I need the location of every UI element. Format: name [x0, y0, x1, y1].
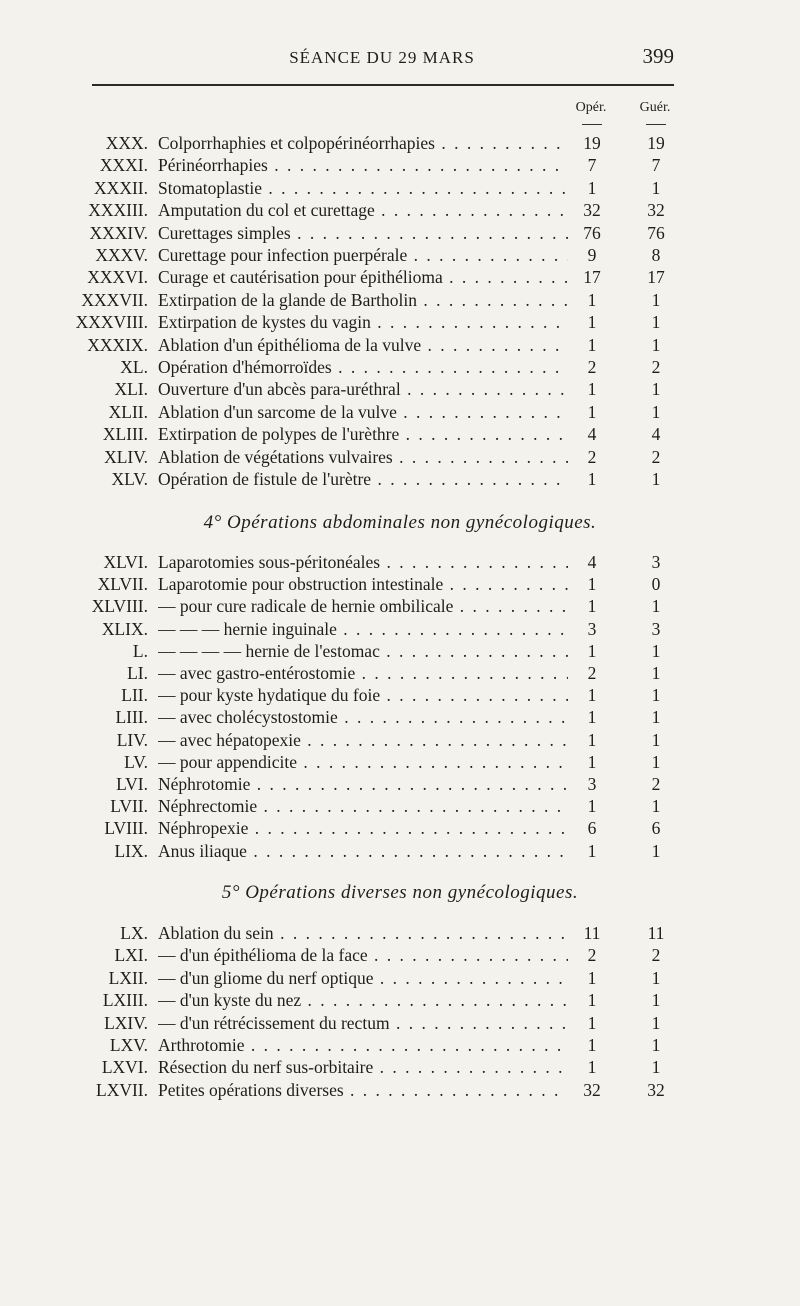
row-number: XXXVIII. — [75, 312, 148, 333]
row-label: Opération de fistule de l'urètre . . . — [158, 468, 568, 490]
row-label: — d'un gliome du nerf optique . . . — [158, 967, 568, 989]
row-number: XLIV. — [104, 446, 148, 467]
healed-count: 1 — [651, 379, 661, 400]
row-label: — d'un kyste du nez . . . — [158, 989, 568, 1011]
table-row — [0, 684, 800, 706]
operations-count: 3 — [587, 774, 597, 794]
row-number: XXXVI. — [87, 267, 148, 288]
table-row — [0, 244, 800, 266]
operations-count: 4 — [587, 424, 597, 445]
row-label: — pour kyste hydatique du foie . . . — [158, 684, 568, 706]
healed-count: 19 — [647, 133, 665, 153]
row-label: Néphropexie . . . — [158, 817, 568, 839]
table-row — [0, 773, 800, 795]
table-row — [0, 729, 800, 751]
healed-count: 1 — [651, 729, 661, 750]
operations-count: 1 — [587, 1012, 597, 1033]
row-label: — — — hernie inguinale . . . — [158, 618, 568, 640]
healed-count: 1 — [651, 1012, 661, 1033]
row-number: LI. — [127, 663, 148, 683]
operations-count: 32 — [583, 1079, 601, 1100]
row-label: Anus iliaque . . . — [158, 840, 568, 862]
row-number: LIII. — [115, 707, 148, 728]
row-label: Ablation du sein . . . — [158, 922, 568, 944]
row-number: XLIX. — [101, 618, 148, 639]
table-row — [0, 1056, 800, 1078]
table-row — [0, 618, 800, 640]
row-label: Extirpation de kystes du vagin . . . — [158, 311, 568, 333]
operations-count: 32 — [583, 200, 601, 221]
row-label: — d'un rétrécissement du rectum . . . — [158, 1012, 568, 1034]
operations-count: 1 — [587, 574, 597, 595]
row-label: — pour cure radicale de hernie ombilicale . . . — [158, 595, 568, 617]
row-number: XXXVII. — [81, 289, 148, 310]
row-label: Néphrectomie . . . — [158, 795, 568, 817]
operations-count: 1 — [587, 751, 597, 772]
healed-count: 0 — [651, 574, 661, 595]
row-label: Arthrotomie . . . — [158, 1034, 568, 1056]
operations-count: 1 — [587, 379, 597, 400]
operations-count: 1 — [587, 707, 597, 728]
row-number: LXIII. — [102, 990, 148, 1011]
healed-count: 2 — [651, 945, 661, 966]
healed-count: 3 — [651, 552, 661, 572]
operations-count: 1 — [587, 334, 597, 355]
row-label: — d'un épithélioma de la face . . . — [158, 944, 568, 966]
operations-count: 1 — [587, 312, 597, 333]
healed-count: 11 — [647, 923, 665, 943]
table-row — [0, 266, 800, 288]
row-label: Petites opérations diverses . . . — [158, 1079, 568, 1101]
operations-count: 1 — [587, 177, 597, 198]
table-row — [0, 1034, 800, 1056]
row-label: Néphrotomie . . . — [158, 773, 568, 795]
row-label: Périnéorrhapies . . . — [158, 154, 568, 176]
healed-count: 7 — [651, 155, 661, 176]
row-label: Extirpation de la glande de Bartholin . . . — [158, 289, 568, 311]
row-number: LII. — [121, 685, 148, 706]
healed-count: 1 — [651, 401, 661, 422]
row-number: LV. — [124, 751, 148, 772]
healed-count: 1 — [651, 596, 661, 617]
operations-count: 4 — [587, 552, 597, 572]
healed-count: 76 — [647, 222, 665, 243]
row-number: LXVII. — [96, 1079, 148, 1100]
table-row — [0, 1012, 800, 1034]
table-row — [0, 468, 800, 490]
row-number: XLIII. — [102, 424, 148, 445]
column-rule-operations — [582, 124, 602, 125]
healed-count: 1 — [651, 177, 661, 198]
operations-count: 6 — [587, 818, 597, 839]
operations-count: 1 — [587, 990, 597, 1011]
column-rule-healed — [646, 124, 666, 125]
row-label: Opération d'hémorroïdes . . . — [158, 356, 568, 378]
row-number: XXXIV. — [89, 222, 148, 243]
section-heading-diverse: 5° Opérations diverses non gynécologiques. — [221, 882, 579, 903]
row-number: XLV. — [111, 469, 148, 489]
row-label: Ablation d'un épithélioma de la vulve . . . — [158, 334, 568, 356]
header-rule — [92, 84, 674, 86]
operations-count: 2 — [587, 357, 597, 377]
row-number: XXXIII. — [88, 200, 148, 221]
table-row — [0, 551, 800, 573]
row-label: — avec cholécystostomie . . . — [158, 706, 568, 728]
healed-count: 6 — [651, 818, 661, 839]
row-number: LXV. — [109, 1035, 148, 1055]
table-row — [0, 423, 800, 445]
operations-count: 9 — [587, 245, 597, 265]
table-row — [0, 840, 800, 862]
row-number: LXI. — [114, 945, 148, 966]
table-row — [0, 922, 800, 944]
table-row — [0, 1079, 800, 1101]
table-row — [0, 751, 800, 773]
page-header — [90, 44, 674, 74]
row-label: Amputation du col et curettage . . . — [158, 199, 568, 221]
table-row — [0, 334, 800, 356]
row-label: — avec gastro-entérostomie . . . — [158, 662, 568, 684]
table-row — [0, 944, 800, 966]
healed-count: 17 — [647, 267, 665, 288]
row-number: XLI. — [114, 379, 148, 400]
healed-count: 1 — [651, 640, 661, 661]
operations-count: 19 — [583, 133, 601, 153]
table-row — [0, 967, 800, 989]
row-number: LVII. — [110, 796, 148, 817]
operations-count: 1 — [587, 840, 597, 861]
healed-count: 1 — [651, 796, 661, 817]
operations-count: 1 — [587, 967, 597, 988]
table-row — [0, 222, 800, 244]
row-number: XXX. — [105, 133, 148, 153]
operations-count: 1 — [587, 596, 597, 617]
healed-count: 2 — [651, 357, 661, 377]
table-row — [0, 446, 800, 468]
healed-count: 8 — [651, 245, 661, 265]
table-row — [0, 311, 800, 333]
table-row — [0, 573, 800, 595]
row-label: Curage et cautérisation pour épithélioma . . . — [158, 266, 568, 288]
operations-count: 11 — [583, 923, 601, 943]
row-number: LXVI. — [101, 1057, 148, 1078]
healed-count: 1 — [651, 685, 661, 706]
row-label: — pour appendicite . . . — [158, 751, 568, 773]
row-label: Ouverture d'un abcès para-uréthral . . . — [158, 378, 568, 400]
row-number: XXXIX. — [87, 334, 148, 355]
table-row — [0, 401, 800, 423]
healed-count: 1 — [651, 1057, 661, 1078]
row-label: Curettages simples . . . — [158, 222, 568, 244]
running-title: SÉANCE DU 29 MARS — [289, 48, 475, 67]
table-row — [0, 132, 800, 154]
table-row — [0, 289, 800, 311]
operations-count: 1 — [587, 1057, 597, 1078]
operations-count: 7 — [587, 155, 597, 176]
table-row — [0, 640, 800, 662]
row-number: XLVIII. — [91, 596, 148, 617]
row-label: — — — — hernie de l'estomac . . . — [158, 640, 568, 662]
row-number: XXXI. — [99, 155, 148, 176]
row-number: XLII. — [108, 401, 148, 422]
operations-count: 1 — [587, 1035, 597, 1055]
table-row — [0, 154, 800, 176]
row-label: Extirpation de polypes de l'urèthre . . . — [158, 423, 568, 445]
row-label: Curettage pour infection puerpérale . . . — [158, 244, 568, 266]
page-number: 399 — [642, 44, 674, 68]
healed-count: 32 — [647, 1079, 665, 1100]
table-row — [0, 817, 800, 839]
operations-count: 1 — [587, 729, 597, 750]
row-number: LIV. — [116, 729, 148, 750]
row-label: Résection du nerf sus-orbitaire . . . — [158, 1056, 568, 1078]
row-label: Laparotomie pour obstruction intestinale . . . — [158, 573, 568, 595]
column-header-healed: Guér. — [639, 100, 671, 115]
row-label: Ablation de végétations vulvaires . . . — [158, 446, 568, 468]
table-row — [0, 662, 800, 684]
operations-count: 1 — [587, 796, 597, 817]
table-row — [0, 378, 800, 400]
table-row — [0, 795, 800, 817]
row-number: LXII. — [108, 967, 148, 988]
table-row — [0, 199, 800, 221]
operations-count: 2 — [587, 663, 597, 683]
row-number: L. — [132, 640, 148, 661]
operations-count: 2 — [587, 945, 597, 966]
row-number: XXXII. — [94, 177, 148, 198]
row-number: LVI. — [116, 774, 148, 794]
row-number: LIX. — [114, 840, 148, 861]
operations-count: 1 — [587, 685, 597, 706]
healed-count: 1 — [651, 663, 661, 683]
operations-count: 76 — [583, 222, 601, 243]
table-row — [0, 177, 800, 199]
healed-count: 1 — [651, 334, 661, 355]
healed-count: 1 — [651, 312, 661, 333]
operations-count: 1 — [587, 289, 597, 310]
row-number: LX. — [120, 923, 148, 943]
healed-count: 4 — [651, 424, 661, 445]
healed-count: 1 — [651, 707, 661, 728]
healed-count: 1 — [651, 967, 661, 988]
healed-count: 1 — [651, 469, 661, 489]
table-row — [0, 706, 800, 728]
row-label: — avec hépatopexie . . . — [158, 729, 568, 751]
operations-count: 1 — [587, 469, 597, 489]
column-header-operations: Opér. — [575, 100, 607, 115]
operations-count: 1 — [587, 640, 597, 661]
table-row — [0, 989, 800, 1011]
row-number: XLVI. — [103, 552, 148, 572]
operations-count: 17 — [583, 267, 601, 288]
row-label: Stomatoplastie . . . — [158, 177, 568, 199]
healed-count: 1 — [651, 751, 661, 772]
healed-count: 32 — [647, 200, 665, 221]
healed-count: 1 — [651, 840, 661, 861]
row-number: LVIII. — [104, 818, 148, 839]
operations-count: 1 — [587, 401, 597, 422]
section-heading-abdominal: 4° Opérations abdominales non gynécologiques. — [203, 512, 597, 533]
row-label: Colporrhaphies et colpopérinéorrhapies . . . — [158, 132, 568, 154]
operations-count: 2 — [587, 446, 597, 467]
table-row — [0, 356, 800, 378]
healed-count: 1 — [651, 990, 661, 1011]
row-label: Laparotomies sous-péritonéales . . . — [158, 551, 568, 573]
healed-count: 2 — [651, 774, 661, 794]
row-number: LXIV. — [104, 1012, 148, 1033]
healed-count: 2 — [651, 446, 661, 467]
healed-count: 3 — [651, 618, 661, 639]
healed-count: 1 — [651, 289, 661, 310]
table-row — [0, 595, 800, 617]
row-number: XXXV. — [95, 245, 148, 265]
row-number: XL. — [120, 357, 148, 377]
row-number: XLVII. — [97, 574, 148, 595]
operations-count: 3 — [587, 618, 597, 639]
row-label: Ablation d'un sarcome de la vulve . . . — [158, 401, 568, 423]
healed-count: 1 — [651, 1035, 661, 1055]
